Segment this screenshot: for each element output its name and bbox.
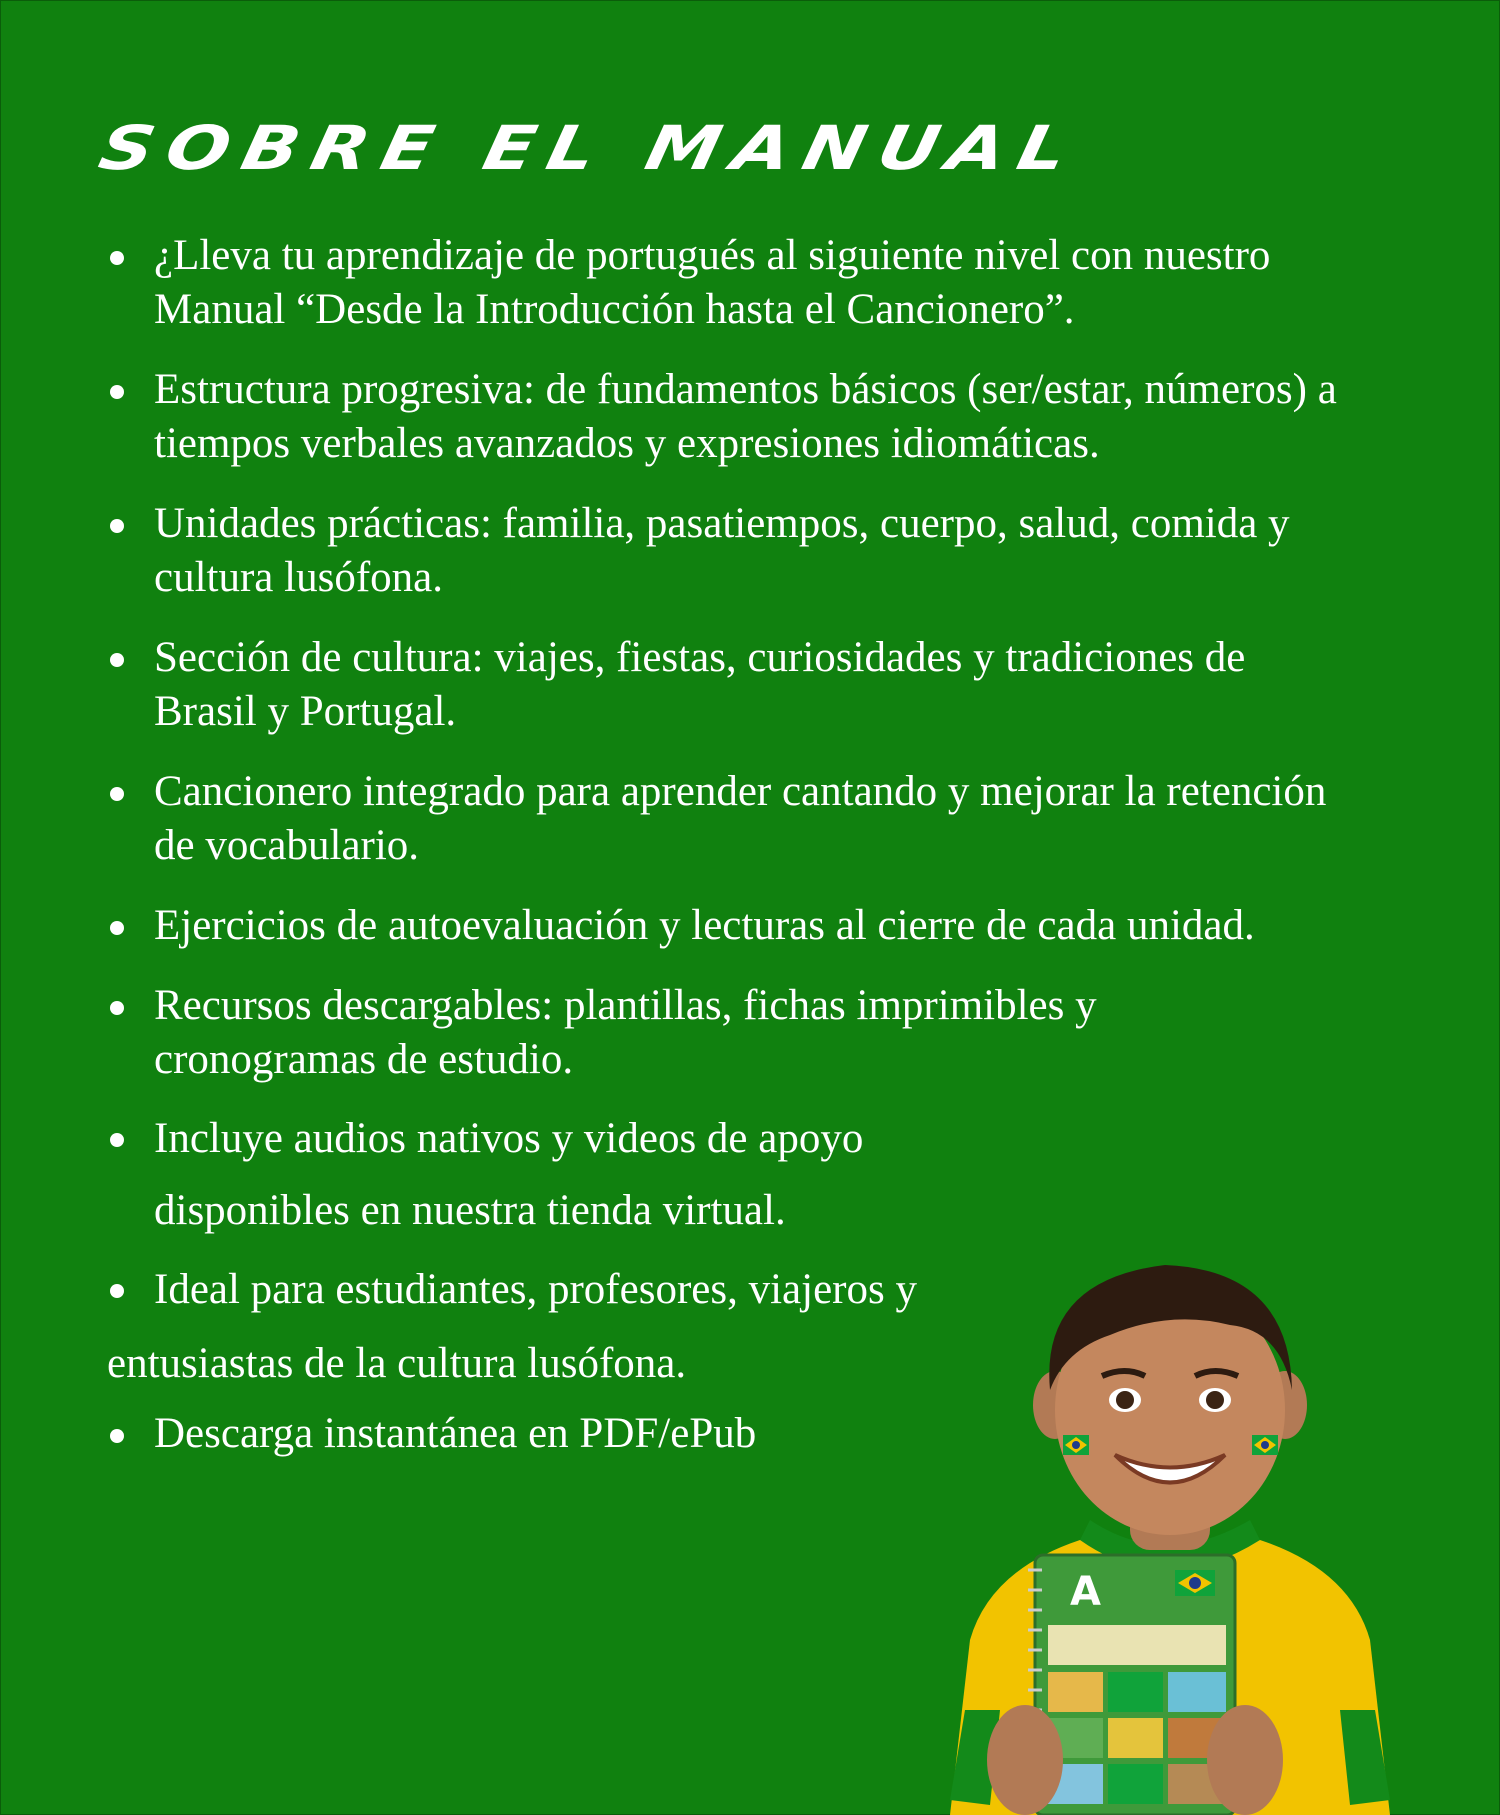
boy-with-manual-illustration bbox=[930, 1240, 1400, 1815]
cheek-flag-icon bbox=[1063, 1435, 1089, 1455]
left-hand bbox=[987, 1705, 1063, 1815]
book-logo: A bbox=[1070, 1569, 1101, 1615]
brazil-flag-icon bbox=[1175, 1570, 1215, 1596]
page-title: SOBRE EL MANUAL bbox=[93, 113, 1087, 184]
feature-item: Unidades prácticas: familia, pasatiempos, cuerpo, salud, comida y cultura lusófona. bbox=[107, 497, 1352, 605]
feature-item: Estructura progresiva: de fundamentos básicos (ser/estar, números) a tiempos verbales avanzados y expresiones idiomáticas. bbox=[107, 363, 1352, 471]
feature-item: ¿Lleva tu aprendizaje de portugués al siguiente nivel con nuestro Manual “Desde la Introducción hasta el Cancionero”. bbox=[107, 229, 1352, 337]
feature-item: Ejercicios de autoevaluación y lecturas al cierre de cada unidad. bbox=[107, 899, 1287, 953]
feature-item: Ideal para estudiantes, profesores, viajeros y entusiastas de la cultura lusófona. bbox=[107, 1253, 1027, 1401]
feature-item: Recursos descargables: plantillas, fichas imprimibles y cronogramas de estudio. bbox=[107, 979, 1257, 1087]
feature-item: Cancionero integrado para aprender cantando y mejorar la retención de vocabulario. bbox=[107, 765, 1352, 873]
cheek-flag-icon bbox=[1252, 1435, 1278, 1455]
feature-item: Incluye audios nativos y videos de apoyo disponibles en nuestra tienda virtual. bbox=[107, 1103, 937, 1247]
right-hand bbox=[1207, 1705, 1283, 1815]
feature-item: Sección de cultura: viajes, fiestas, curiosidades y tradiciones de Brasil y Portugal. bbox=[107, 631, 1357, 739]
feature-item: Descarga instantánea en PDF/ePub bbox=[107, 1407, 1352, 1461]
